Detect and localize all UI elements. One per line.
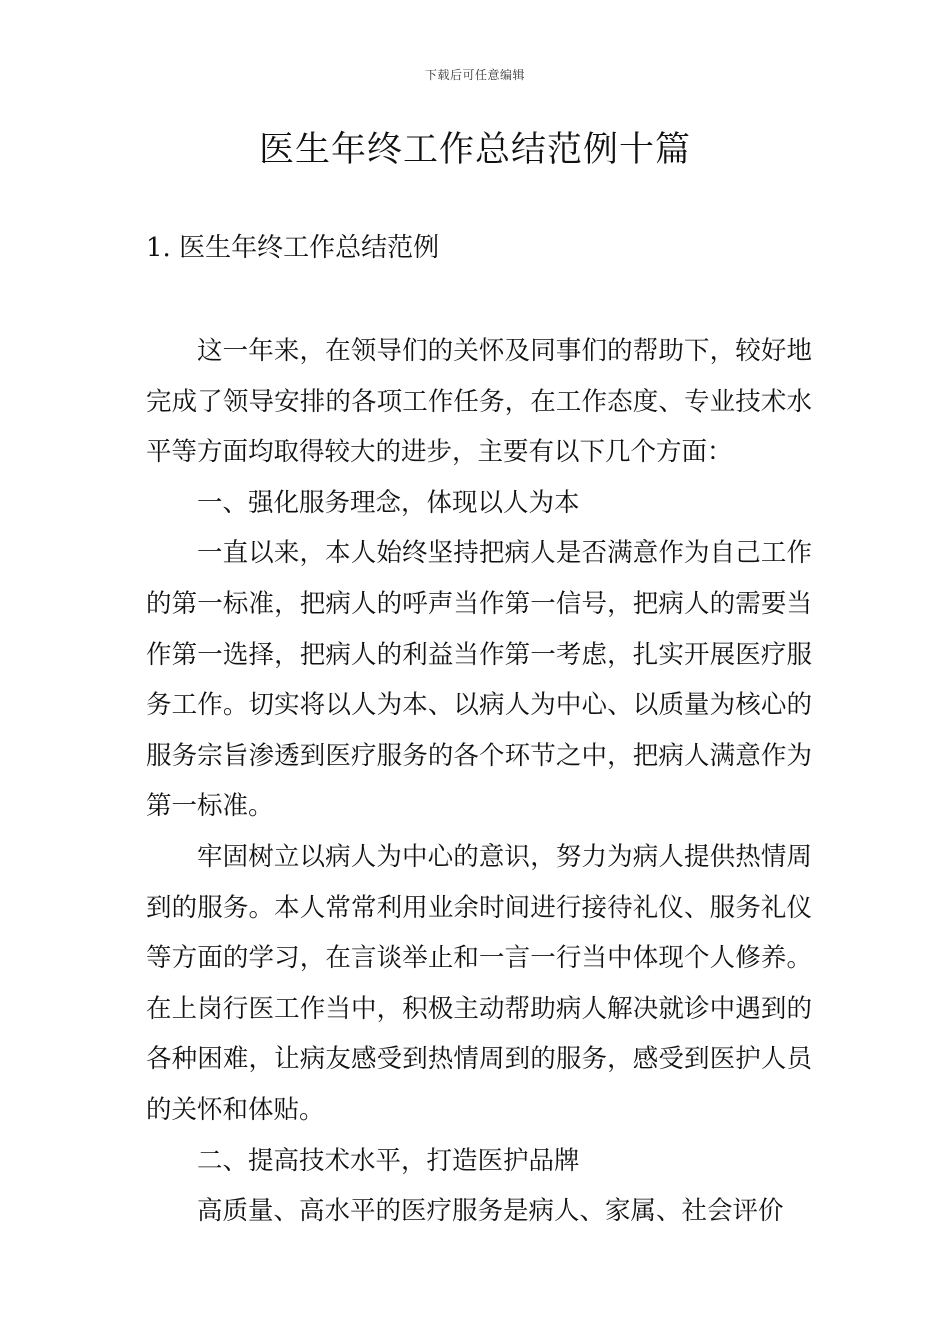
header-note: 下载后可任意编辑 <box>424 68 525 82</box>
subheading-service-concept: 一、强化服务理念，体现以人为本 <box>197 487 580 518</box>
section-heading: 1. 医生年终工作总结范例 <box>146 233 440 263</box>
subheading-technical-level: 二、提高技术水平，打造医护品牌 <box>197 1145 580 1176</box>
paragraph-patient-standard: 一直以来，本人始终坚持把病人是否满意作为自己工作的第一标准，把病人的呼声当作第一信号，把病人的需要当作第一选择，把病人的利益当作第一考虑，扎实开展医疗服务工作。切实将以人为本、以病人为中心、以质量为核心的服务宗旨渗透到医疗服务的各个环节之中，把病人满意作为第一标准。 <box>146 538 812 822</box>
paragraph-quality-service: 高质量、高水平的医疗服务是病人、家属、社会评价 <box>197 1196 784 1227</box>
paragraph-intro: 这一年来，在领导们的关怀及同事们的帮助下，较好地完成了领导安排的各项工作任务，在工作态度、专业技术水平等方面均取得较大的进步，主要有以下几个方面： <box>146 336 812 468</box>
document-title: 医生年终工作总结范例十篇 <box>258 130 691 170</box>
paragraph-patient-centered: 牢固树立以病人为中心的意识，努力为病人提供热情周到的服务。本人常常利用业余时间进行接待礼仪、服务礼仪等方面的学习，在言谈举止和一言一行当中体现个人修养。在上岗行医工作当中，积极主动帮助病人解决就诊中遇到的各种困难，让病友感受到热情周到的服务，感受到医护人员的关怀和体贴。 <box>146 841 812 1125</box>
body-text <box>146 326 812 1237</box>
